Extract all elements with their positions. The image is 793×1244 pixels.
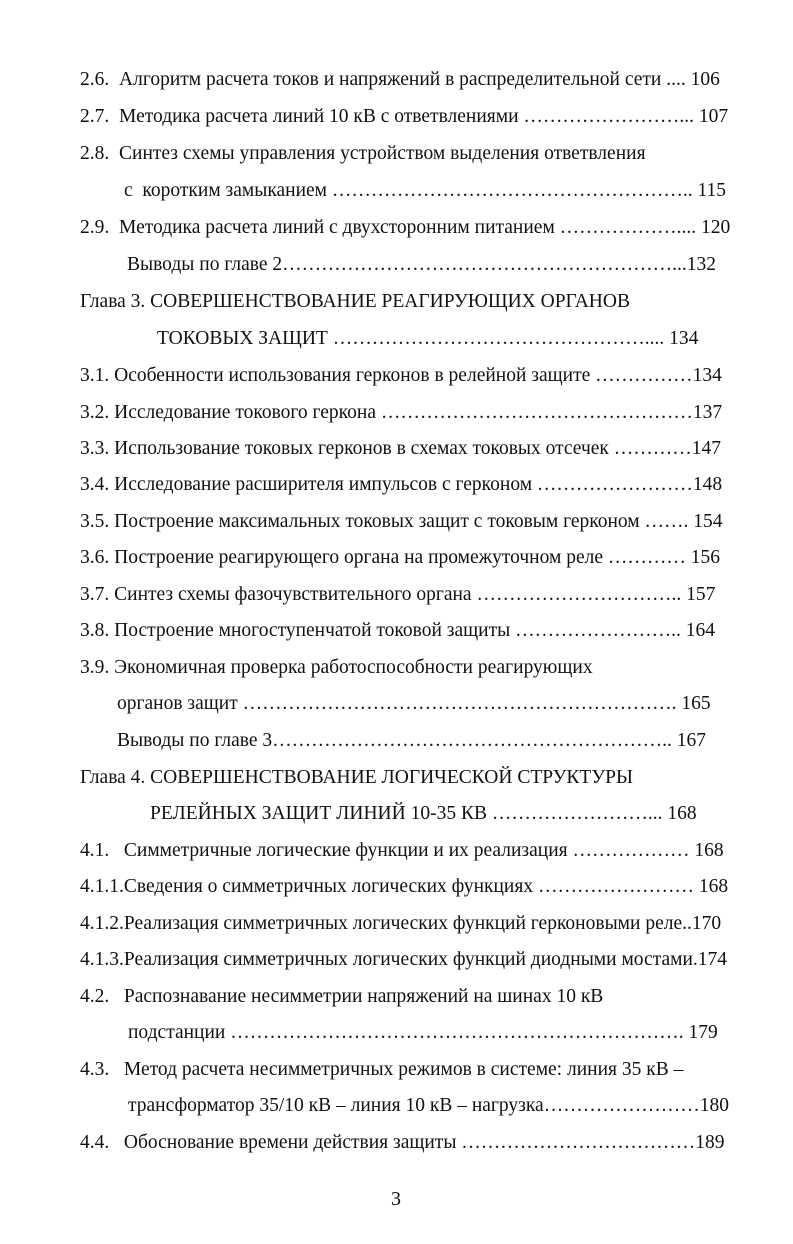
toc-entry-text: подстанции ……………………………………………………………. 179 [128,1022,718,1043]
toc-entry-2-8 [0,139,793,169]
toc-entry-text: 4.3. Метод расчета несимметричных режимов в системе: линия 35 кВ – [80,1059,684,1080]
toc-entry-4-1 [0,836,793,866]
toc-entry-2-7 [0,102,793,132]
toc-entry-3-4 [0,470,793,500]
toc-entry-3-5 [0,507,793,537]
page-number [0,1184,793,1214]
toc-entry-3-8 [0,616,793,646]
toc-entry-text: трансформатор 35/10 кВ – линия 10 кВ – нагрузка……………………180 [128,1095,729,1116]
toc-entry-text: Глава 4. СОВЕРШЕНСТВОВАНИЕ ЛОГИЧЕСКОЙ СТРУКТУРЫ [80,767,633,788]
toc-entry-4-1-1 [0,872,793,902]
toc-entry-text: 2.8. Синтез схемы управления устройством выделения ответвления [80,143,646,164]
toc-entry-text: 3.1. Особенности использования герконов в релейной защите ……………134 [80,365,722,386]
toc-chapter-4-heading [0,763,793,793]
toc-entry-text: 3.5. Построение максимальных токовых защит с токовым герконом ……. 154 [80,511,723,532]
toc-entry-text: 4.2. Распознавание несимметрии напряжений на шинах 10 кВ [80,986,604,1007]
toc-entry-text: РЕЛЕЙНЫХ ЗАЩИТ ЛИНИЙ 10-35 КВ ……………………... 168 [150,803,697,824]
toc-entry-text: 2.7. Методика расчета линий 10 кВ с ответвлениями ……………………... 107 [80,106,729,127]
toc-entry-3-2 [0,398,793,428]
toc-entry-text: 3.2. Исследование токового геркона …………………………………………137 [80,402,723,423]
toc-entry-3-1 [0,361,793,391]
toc-entry-text: с коротким замыканием ……………………………………………….. 115 [124,180,727,201]
toc-entry-2-9 [0,213,793,243]
toc-entry-2-8-cont [0,176,793,206]
toc-entry-text: 3.7. Синтез схемы фазочувствительного органа ………………………….. 157 [80,584,716,605]
toc-entry-3-3 [0,434,793,464]
toc-entry-3-9-cont [0,689,793,719]
toc-entry-text: 3.4. Исследование расширителя импульсов с герконом ……………………148 [80,474,723,495]
toc-chapter-3-heading-cont [0,324,793,354]
toc-entry-text: 2.6. Алгоритм расчета токов и напряжений в распределительной сети .... 106 [80,69,720,90]
toc-entry-text: Глава 3. СОВЕРШЕНСТВОВАНИЕ РЕАГИРУЮЩИХ ОРГАНОВ [80,291,630,312]
toc-entry-4-2-cont [0,1018,793,1048]
toc-chapter-3-heading [0,287,793,317]
toc-entry-4-2 [0,982,793,1012]
toc-entry-text: 4.1.2.Реализация симметричных логических функций герконовыми реле..170 [80,913,722,934]
toc-entry-3-9 [0,653,793,683]
toc-entry-3-7 [0,580,793,610]
toc-entry-text: 2.9. Методика расчета линий с двухсторонним питанием ……………….... 120 [80,217,731,238]
toc-entry-4-4 [0,1128,793,1158]
toc-entry-text: 3.3. Использование токовых герконов в схемах токовых отсечек …………147 [80,438,722,459]
toc-entry-text: 3.9. Экономичная проверка работоспособности реагирующих [80,657,593,678]
toc-entry-text: 4.4. Обоснование времени действия защиты ………………………………189 [80,1132,725,1153]
toc-entry-text: 4.1.3.Реализация симметричных логических функций диодными мостами.174 [80,949,728,970]
toc-entry-conclusions-2 [0,250,793,280]
toc-entry-text: 4.1. Симметричные логические функции и их реализация ……………… 168 [80,840,724,861]
page-number-text: 3 [391,1188,401,1210]
toc-chapter-4-heading-cont [0,799,793,829]
toc-entry-text: 4.1.1.Сведения о симметричных логических функциях …………………… 168 [80,876,729,897]
toc-entry-text: 3.6. Построение реагирующего органа на промежуточном реле ………… 156 [80,547,721,568]
toc-entry-4-3 [0,1055,793,1085]
toc-entry-text: 3.8. Построение многоступенчатой токовой защиты …………………….. 164 [80,620,715,641]
toc-entry-text: ТОКОВЫХ ЗАЩИТ ………………………………………….... 134 [157,328,699,349]
toc-entry-4-3-cont [0,1091,793,1121]
toc-entry-text: органов защит …………………………………………………………. 165 [117,693,711,714]
toc-entry-text: Выводы по главе 3…………………………………………………….. 167 [117,730,706,751]
toc-entry-3-6 [0,543,793,573]
toc-entry-conclusions-3 [0,726,793,756]
toc-entry-text: Выводы по главе 2……………………………………………………...132 [127,254,716,275]
toc-entry-4-1-2 [0,909,793,939]
toc-entry-2-6 [0,65,793,95]
toc-entry-4-1-3 [0,945,793,975]
